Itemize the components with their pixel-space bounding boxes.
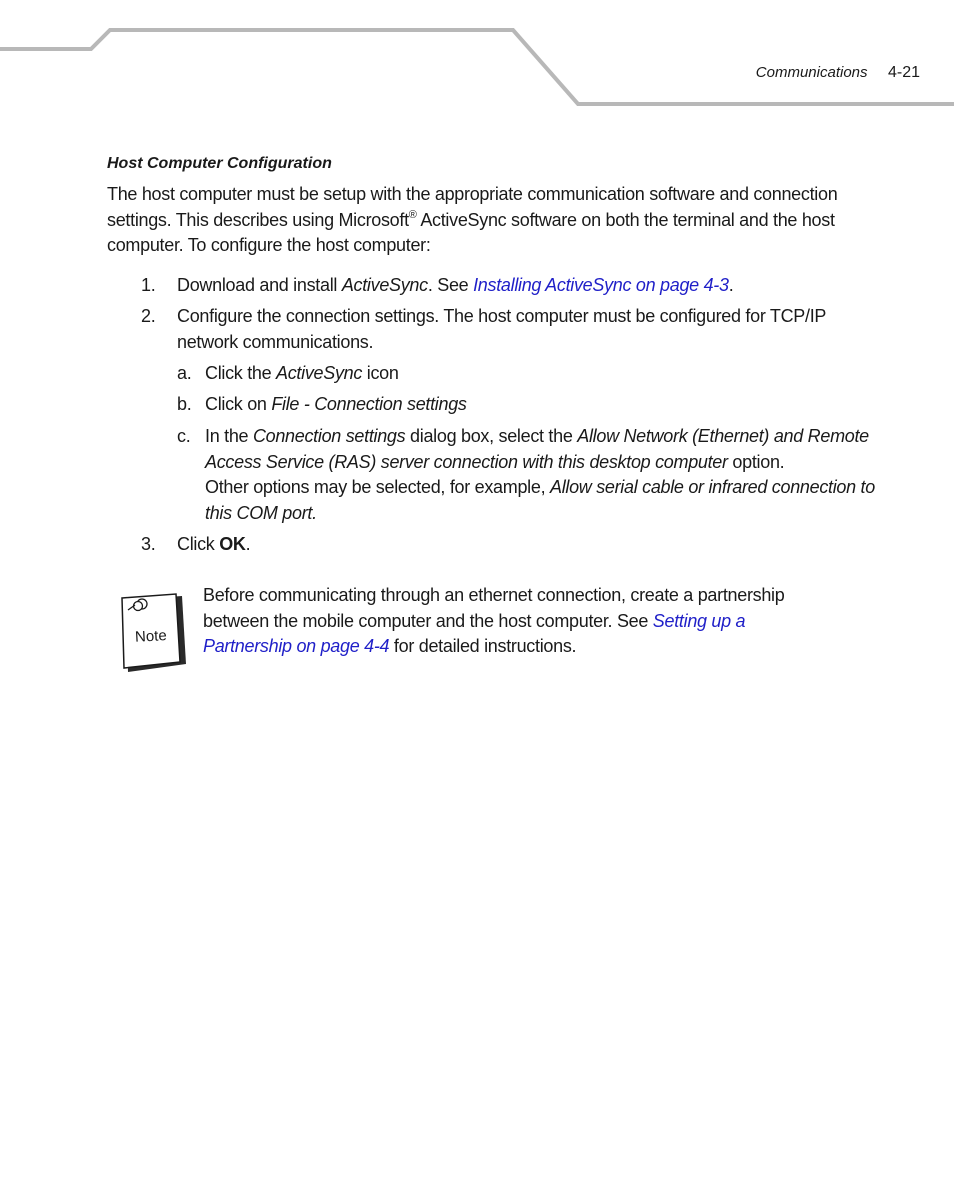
substep-text: Click on [205, 394, 272, 414]
note-text-2: for detailed instructions. [389, 636, 577, 656]
step-number: 2. [141, 306, 156, 326]
page-number: 4-21 [887, 64, 920, 81]
substep-emphasis: Allow serial cable or infrared connection to this COM port. [205, 477, 875, 523]
step-emphasis: ActiveSync [341, 275, 428, 295]
link-installing-activesync[interactable]: Installing ActiveSync on page 4-3 [473, 275, 729, 295]
substep-text: Other options may be selected, for example, [205, 477, 550, 497]
intro-text-2: ActiveSync software on both the terminal and the host computer. To configure the host computer: [107, 209, 835, 255]
note-icon [112, 592, 188, 676]
substep-body [205, 361, 895, 387]
substep-text: In the [205, 426, 253, 446]
note-icon-label: Note [134, 627, 168, 646]
substep-emphasis: File - Connection settings [271, 394, 467, 414]
substep-body [205, 424, 895, 526]
substep-text: icon [362, 363, 399, 383]
substep-text: dialog box, select the [405, 426, 578, 446]
step-text: . [245, 534, 251, 554]
step-body [177, 532, 877, 558]
substep-letter: c. [177, 426, 191, 446]
step-text: . [728, 275, 734, 295]
step-text: . See [427, 275, 474, 295]
substep-body [205, 392, 895, 418]
step-text: Click [177, 534, 220, 554]
step-body [177, 273, 877, 299]
step-number: 3. [141, 534, 156, 554]
section-title: Host Computer Configuration [107, 155, 332, 172]
running-head-section: Communications [755, 64, 868, 81]
ok-label: OK [219, 534, 246, 554]
step-text: Download and install [177, 275, 342, 295]
step-number: 1. [141, 275, 156, 295]
running-head [756, 64, 920, 82]
substep-letter: a. [177, 363, 192, 383]
header-decoration [0, 0, 954, 110]
link-setting-up-partnership[interactable]: Setting up a Partnership on page 4-4 [203, 610, 746, 656]
substep-emphasis: ActiveSync [276, 363, 363, 383]
intro-paragraph [107, 182, 877, 259]
substep-letter: b. [177, 394, 192, 414]
substep-text: option. [727, 451, 785, 472]
substep-text: Click the [205, 363, 277, 383]
step-body: Configure the connection settings. The host computer must be configured for TCP/IP network communications. [177, 306, 826, 352]
substep-emphasis: Allow Network (Ethernet) and Remote Access Service (RAS) server connection with this desktop computer [205, 426, 869, 472]
substep-emphasis: Connection settings [252, 426, 406, 446]
registered-mark: ® [408, 208, 417, 221]
note-text-1: Before communicating through an ethernet connection, create a partnership between the mobile computer and the host computer. See [203, 585, 785, 631]
note-text [203, 583, 803, 660]
intro-text-1: The host computer must be setup with the appropriate communication software and connection settings. This describes using Microsoft [107, 184, 838, 230]
